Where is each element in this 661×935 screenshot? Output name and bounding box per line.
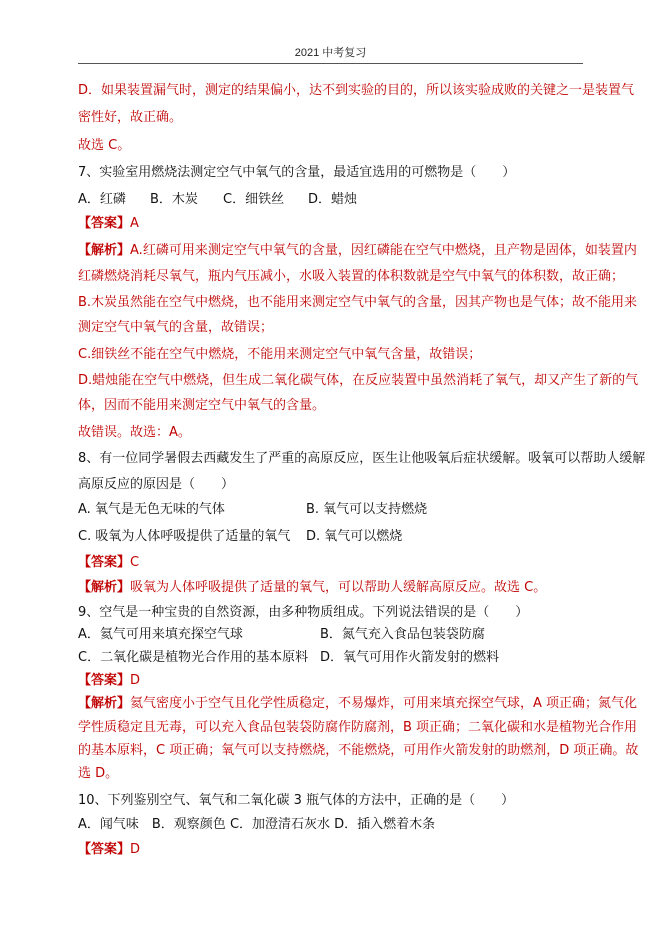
q8-option-a: A. 氧气是无色无味的气体 xyxy=(78,502,225,517)
q9-option-a: A．氦气可用来填充探空气球 xyxy=(78,627,243,642)
q10-answer xyxy=(78,842,140,858)
q9-analysis-line4: 选 D。 xyxy=(78,766,119,781)
q7-stem: 7、实验室用燃烧法测定空气中氧气的含量，最适宜选用的可燃物是（ ） xyxy=(78,165,516,180)
q7-option-d: D．蜡烛 xyxy=(308,192,358,207)
q7-analysis-line4: 测定空气中氧气的含量，故错误； xyxy=(78,320,274,335)
q8-option-b: B. 氧气可以支持燃烧 xyxy=(306,502,428,517)
q10-stem: 10、下列鉴别空气、氧气和二氧化碳 3 瓶气体的方法中，正确的是（ ） xyxy=(78,793,515,808)
q9-analysis-text1: 氦气密度小于空气且化学性质稳定，不易爆炸，可用来填充探空气球，A 项正确；氮气化 xyxy=(130,696,638,711)
q9-analysis-line3: 的基本原料，C 项正确；氧气可以支持燃烧，不能燃烧，可用作火箭发射的助燃剂，D 项正确。故 xyxy=(78,743,639,758)
q9-answer-tag: 【答案】 xyxy=(78,673,131,688)
q8-answer-value: C xyxy=(130,555,140,570)
q8-answer-tag: 【答案】 xyxy=(78,555,131,570)
q8-stem-line1: 8、有一位同学暑假去西藏发生了严重的高原反应，医生让他吸氧后症状缓解。吸氧可以帮助人缓解 xyxy=(78,451,646,466)
page-header: 2021 中考复习 xyxy=(78,44,583,64)
q7-answer-value: A xyxy=(130,216,139,231)
q8-stem-line2: 高原反应的原因是（ ） xyxy=(78,477,235,492)
q9-option-d: D．氧气可用作火箭发射的燃料 xyxy=(320,650,500,665)
q9-answer xyxy=(78,673,140,689)
intro-d-line2: 密性好，故正确。 xyxy=(78,110,183,125)
q9-analysis-line2: 学性质稳定且无毒，可以充入食品包装袋防腐作防腐剂，B 项正确；二氧化碳和水是植物光合作用 xyxy=(78,720,638,735)
q7-option-c: C．细铁丝 xyxy=(223,192,285,207)
q7-analysis-text1: A.红磷可用来测定空气中氧气的含量，因红磷能在空气中燃烧，且产物是固体，如装置内 xyxy=(130,243,637,258)
q10-answer-value: D xyxy=(130,842,141,857)
q9-answer-value: D xyxy=(130,673,141,688)
q8-analysis-text: 吸氧为人体呼吸提供了适量的氧气，可以帮助人缓解高原反应。故选 C。 xyxy=(130,580,547,595)
q7-answer xyxy=(78,216,139,232)
q7-answer-tag: 【答案】 xyxy=(78,216,131,231)
q7-option-b: B．木炭 xyxy=(150,192,198,207)
q9-analysis-line1 xyxy=(78,696,637,712)
q7-analysis-line3: B.木炭虽然能在空气中燃烧，也不能用来测定空气中氧气的含量，因其产物也是气体；故不能用来 xyxy=(78,295,638,310)
q7-analysis-line6: D.蜡烛能在空气中燃烧，但生成二氧化碳气体，在反应装置中虽然消耗了氧气，却又产生了新的气 xyxy=(78,373,639,388)
q9-option-c: C．二氧化碳是植物光合作用的基本原料 xyxy=(78,650,309,665)
q9-analysis-tag: 【解析】 xyxy=(78,696,131,711)
intro-d-line1: D．如果装置漏气时，测定的结果偏小，达不到实验的目的，所以该实验成败的关键之一是装置气 xyxy=(78,83,635,98)
q7-option-a: A．红磷 xyxy=(78,192,126,207)
q8-option-d: D. 氧气可以燃烧 xyxy=(306,529,403,544)
q7-analysis-line8: 故错误。故选：A。 xyxy=(78,425,191,440)
q7-analysis-line1 xyxy=(78,243,637,259)
q8-analysis-tag: 【解析】 xyxy=(78,580,131,595)
q9-stem: 9、空气是一种宝贵的自然资源，由多种物质组成。下列说法错误的是（ ） xyxy=(78,605,529,620)
q7-analysis-tag: 【解析】 xyxy=(78,243,131,258)
q8-option-c: C. 吸氧为人体呼吸提供了适量的氧气 xyxy=(78,529,291,544)
q8-analysis xyxy=(78,580,546,596)
q10-options: A．闻气味 B．观察颜色 C．加澄清石灰水 D．插入燃着木条 xyxy=(78,817,436,832)
q7-analysis-line5: C.细铁丝不能在空气中燃烧，不能用来测定空气中氧气含量，故错误； xyxy=(78,347,482,362)
q10-answer-tag: 【答案】 xyxy=(78,842,131,857)
q8-answer xyxy=(78,555,139,571)
q7-analysis-line2: 红磷燃烧消耗尽氧气，瓶内气压减小，水吸入装置的体积数就是空气中氧气的体积数，故正确； xyxy=(78,269,625,284)
q9-option-b: B．氮气充入食品包装袋防腐 xyxy=(320,627,485,642)
intro-conclusion: 故选 C。 xyxy=(78,138,131,153)
q7-analysis-line7: 体，因而不能用来测定空气中氧气的含量。 xyxy=(78,398,326,413)
